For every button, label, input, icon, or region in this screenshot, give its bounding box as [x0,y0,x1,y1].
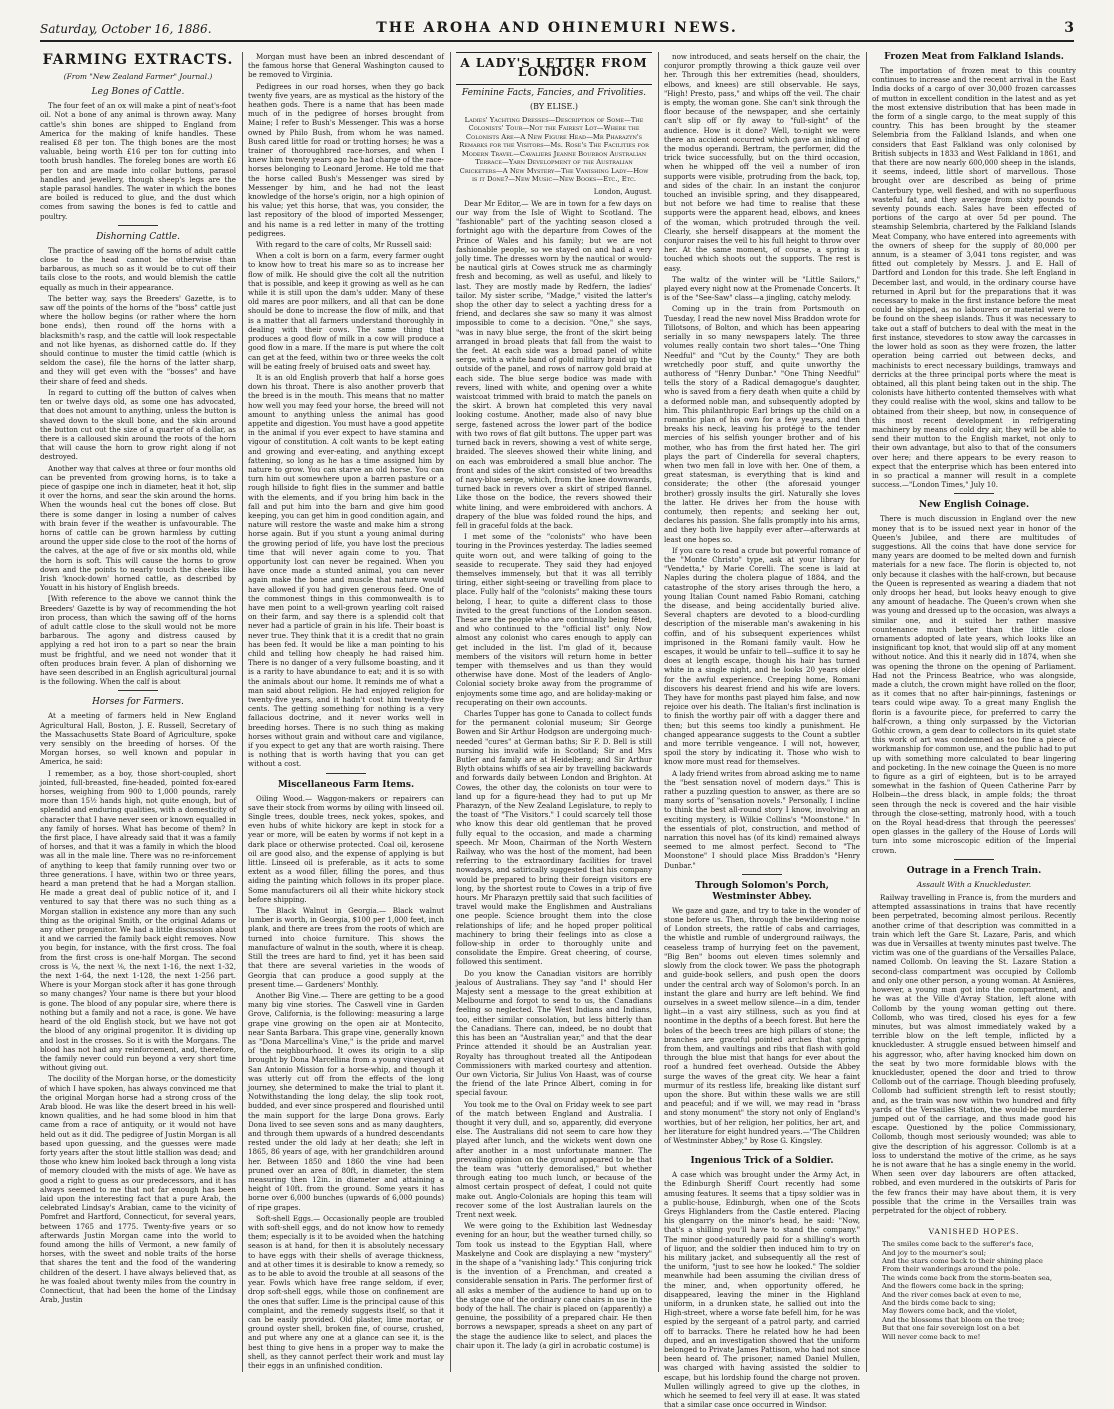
page-number: 3 [1064,20,1074,36]
poem-line: From their wanderings around the pole. [882,1265,1021,1274]
section-heading: Leg Bones of Cattle. [91,87,185,98]
divider [118,690,158,691]
paragraph: A case which was brought under the Army Act, in the Edinburgh Sheriff Court recently had some amusing features. It seems that a tipsy soldier was in a public-house, Edinburgh, when one of the Scots Greys Highlanders from the Castle entered. Placing his glengarry on the minor's head, he said: "Now, that's a shilling you'll have to stand the company." The minor good-naturedly paid for a shilling's worth of liquor, and the soldier then induced him to try on his military jacket, and subsequently all the rest of the uniform, "just to see how he looked." The soldier meanwhile had been assuming the civilian dress of the miner, and, when opportunity offered, he disappeared, leaving the miner in the Highland uniform, in a drunken state, he sallied out into the High-street, where a worse fate befell him, for he was espied by the sergeant of a patrol party, and carried off to barracks. There he related how he had been duped, and an investigation showed that the uniform belonged to Private James Pattison, who had not since been heard of. The prisoner, named Daniel Mullen, was charged with having assisted the soldier to escape, but his lordship found the charge not proven. Mullen willingly agreed to give up the clothes, in which he seemed to feel very ill at ease. It was stated that a similar case once occurred in Windsor. [664,1170,860,1409]
section-subheading: Assault With a Knuckleduster. [916,879,1032,889]
divider [742,1149,782,1150]
section-heading: Horses for Farmers. [92,697,184,708]
paragraph: Another way that calves at three or four months old can be prevented from growing horns, is to take a piece of gaspipe one inch in diameter, heat it hot, slip it over the horns, and sear the skin around the horns. When the wounds heal cut the bones off close. But there is some danger in losing a number of calves with brain fever if the weather is unfavourable. The horns of cattle can be grown harmless by cutting around the upper side close to the root of the horns of the calves, at the age of five or six months old, while the horn is soft. This will cause the horns to grow down and the points to nearly touch the cheeks like Irish 'knock-down' horned cattle, as described by Youatt in his history of English breeds. [40,463,236,593]
divider [742,874,782,875]
divider [118,225,158,226]
paragraph: At a meeting of farmers held in New England Agricultural Hall, Boston, J. E. Russell, Secretary of the Massachusetts State Board of Agriculture, spoke very sensibly on the breeding of horses. Of the Morgan horses, so well known and popular in America, he said: [40,711,236,767]
paragraph: The waltz of the winter will be "Little Sailors," played every night now at the Promenade Concerts. It is of the "See-Saw" class—a jingling, catchy melody. [664,274,860,303]
poem-line: May flowers come back, and the violet, [882,1307,1017,1316]
poem-line: The smiles come back to the sufferer's face, [882,1240,1034,1249]
paragraph: In regard to cutting off the button of calves when ten or twelve days old, as some one has advocated, that does not amount to anything, unless the button is shaved down to the skull bone, and the skin around the button cut out the size of a quarter of a dollar, as there is a calloused skin around the roots of the horn that will cause the horn to grow right along if not destroyed. [40,387,236,462]
column-4 [664,52,861,1409]
column-rule [450,52,451,1372]
column-rule [866,52,867,1372]
poem [872,1240,1076,1341]
paragraph: Dear Mr Editor,— We are in town for a few days on our way from the Isle of Wight to Scotland. The "fashionable" part of the yachting season closed a fortnight ago with the departure from Cowes of the Prince of Wales and his family; but we are not fashionable people, so we stayed on and had a very jolly time. The dresses worn by the nautical or would-be nautical girls at Cowes struck me as charmingly fresh and becoming, as well as useful, and likely to last. They are mostly made by Redfern, the ladies' tailor. My sister scribe, "Madge," visited the latter's shop the other day to select a yachting dress for a friend, and declares she saw so many it was almost impossible to come to a decision. "One," she says, "was in navy blue serge, the front of the skirt being arranged in broad pleats that fall from the waist to the feet. At each side was a broad panel of white serge, with a white band of gold military braid up the outside of the panel, and rows of narrow gold braid at each side. The blue serge bodice was made with revers, lined with white, and opening over a white waistcoat trimmed with braid to match the panels on the skirt. A brown hat completed this very naval looking costume. Another, made also of navy blue serge, fastened across the lower part of the bodice with two rows of flat gilt buttons. The upper part was turned back in revers, showing a vest of white serge, braided. The sleeves showed their white lining, and on each was embroidered a small blue anchor. The front and sides of the skirt consisted of two breadths of navy-blue serge, which, from the knee downwards, turned back in revers over a skirt of striped flannel. Like those on the bodice, the revers showed their white lining, and were embroidered with anchors. A drapery of the blue was folded round the hips, and fell in graceful folds at the back. [456,198,652,530]
paragraph: The four feet of an ox will make a pint of neat's-foot oil. Not a bone of any animal is thrown away. Many cattle's shin bones are shipped to England from America for the making of knife handles. These realised £8 per ton. The thigh bones are the most valuable, being worth £16 per ton for cutting into tooth brush handles. The foreleg bones are worth £6 per ton and are made into collar buttons, parasol handles and jewellery, though sheep's legs are the staple parasol handles. The water in which the bones are boiled is reduced to glue, and the dust which comes from sawing the bones is fed to cattle and poultry. [40,101,236,221]
divider [954,1219,994,1220]
divider [326,773,366,774]
paragraph: It is an old English proverb that half a horse goes down his throat. There is also another proverb that the breed is in the mouth. This means that no matter how well you may feed your horse, the breed will not amount to anything unless the animal has good appetite and digestion. You must have a good appetite in the animal if you ever expect to have stamina and vigour of constitution. A colt wants to be kept eating and growing and ever-eating, and anything except fattening, so long as he has a time assigned him by nature to grow. You can starve an old horse. You can turn him out somewhere upon a barren pasture or a rough hillside to fight flies in the summer and battle with the elements, and if you bring him back in the fall and put him into the barn and give him good keeping, you can get him in good condition again, and nature will restore the waste and make him a strong horse again. But if you stunt a young animal during the growing period of life, you have lost the precious time that will never again come to you. That opportunity lost can never be regained. When you have once made a stunted animal, you can never again make the bone and muscle that nature would have allowed if you had given generous feed. One of the commonest things in this commonwealth is to have men point to a well-grown yearling colt raised on their farm, and say there is a splendid colt that never had a particle of grain in his life. Their boast is never true. They think that it is a credit that no grain has been fed. It would be like a man pointing to his child and telling how cheaply he had raised him. There is no danger of a very fullsome boasting, and it is a rarity to have abundance to eat; and it is so with the animals about our home. It reminds me of what a man said about religion. He had enjoyed religion for twenty-five years, and it hadn't cost him twenty-five cents. The getting something for nothing is a very fallacious doctrine, and it never works well in breeding horses. There is no such thing as making horses without grain and without care and vigilance, if you expect to get any that are worth raising. There is nothing that is worth having that you can get without a cost. [248,372,444,769]
letter-banner [456,52,652,85]
section-heading: Dishorning Cattle. [96,231,180,242]
section-heading: Ingenious Trick of a Soldier. [690,1156,834,1167]
poem-line: And the river comes back at even to me, [882,1290,1022,1299]
paragraph: Pedigrees in our road horses, when they go back twenty five years, are as mystical as the history of the heathen gods. There is a name that has been made much of in the pedigree of horses brought from Maine; I refer to Bush's Messenger. This was a horse owned by Philo Bush, from whom he was named. Bush cared little for road or trotting horses; he was a trainer of thoroughbred race-horses, and when I knew him twenty years ago he had charge of the race-horses belonging to Leonard Jerome. He told me that the horse called Bush's Messenger was sired by Messenger by him, and he had not the least knowledge of the horse's origin, nor a high opinion of his value; yet this horse, that was, you consider, the last repository of the blood of imported Messenger, and his name is a red letter in many of the trotting pedigrees. [248,81,445,238]
poem-line: But that one fair sovereign lost on a bet [882,1324,1020,1333]
masthead [40,18,1074,42]
section-heading: Frozen Meat from Falkland Islands. [884,52,1064,62]
poem-line: And the flowers come back in the spring; [882,1282,1024,1291]
paragraph: Morgan must have been an inbred descendant of the famous horse that General Washington caused to be removed to Virginia. [248,52,444,80]
paragraph: A lady friend writes from abroad asking me to name the "best sensation novel of modern days." This is rather a puzzling question to answer, as there are so many sorts of "sensation novels." Personally, I incline to think the best all-round story I know, involving an exciting mystery, is Wilkie Collins's "Moonstone." In the essentials of plot, construction, and method of narration this novel has (of its kind) remained always seemed to me almost perfect. Second to "The Moonstone" I should place Miss Braddon's "Henry Dunbar." [664,768,861,870]
section-heading: Through Solomon's Porch, Westminster Abbey. [695,880,829,902]
paragraph: Oiling Wood.— Waggon-makers or repairers can save their stock from worms by oiling with linseed oil. Single trees, double trees, neck yokes, spokes, and even hubs of white hickory are kept in stock for a year or more, will be eaten by worms if not kept in a dark place or otherwise protected. Coal oil, kerosene oil are good also, and the expense of applying is but little. Linseed oil is preferable, as it acts to some extent as a wood filler, filling the pores, and thus aiding the painting which follows in its proper place. Some manufacturers oil all their white hickory stock before shipping. [248,793,444,904]
column-3 [456,52,652,1372]
paragraph: We gaze and gaze, and try to take in the wonder of stone before us. Then, through the bewildering noise of London streets, the rattle of cabs and carriages, the whistle and rumble of underground railways, the ceaseless tramp of hurrying feet on the pavement, "Big Ben" booms out eleven times solemnly and slowly from the clock tower. We pass the photograph and guide-book sellers, and push open the doors under the central arch way of Solomon's porch. In an instant the glare and hurry are left behind. We find ourselves in a sweet mellow silence—in a dim, tender light—in a vast airy stillness, such as you find at noontime in the depths of a beech forest. But here the boles of the beech trees are high pillars of stone; the branches are graceful pointed arches that spring from them, and vaultings and ribs that flash with gold through the blue mist that hangs for ever about the roof a hundred feet overhead. Outside the Abbey surge the waves of the great city. We hear a faint murmur of its restless life, breaking like distant surf upon the shore. But within these walls we are still and peaceful; and if we will, we may read in "brass and stony monument" the story not only of England's worthies, but of her religion, her politics, her art, and her literature for eight hundred years.—"The Children of Westminster Abbey," by Rose G. Kingsley. [664,905,860,1145]
paragraph: I remember, as a boy, those short-coupled, short jointed, full-breasted, fine-headed, pointed fox-eared horses, weighing from 900 to 1,000 pounds, rarely more than 15½ hands high, not quite enough, but of splendid and enduring qualities, with a domesticity of character that I have never seen or known equalled in any family of horses. What has become of them? In the first place, I have already said that it was a family of horses, and that it was a family in which the blood was all in the male line. There was no re-inforcement of anything to keep that family running over two or three generations. I have, within two or three years, heard a man pretend that he had a Morgan stallion. He made a great deal of public notice of it, and I ventured to say that there was no such thing as a Morgan stallion in existence any more than any such thing as the original Smith, or the original Adams or any other progenitor. We had a little discussion about it and we carried the family back eight removes. Now you begin, for instance, with the first cross. The foal from the first cross is one-half Morgan. The second cross is ¼, the next ⅛, the next 1-16, the next 1-32, the next 1-64, the next 1-128, the next 1-256 part. Where is your Morgan stock after it has gone through so many changes? Your name is there but your blood is gone. The blood of any popular sire, where there is nothing but a family and not a race, is gone. We have heard of the old English stock, but we have not got the blood of any original progenitor. It is dividing up and lost in the crosses. So it is with the Morgans. The blood has not had any reinforcement, and, therefore, the family never could run beyond a very short time without giving out. [40,768,236,1073]
paragraph: Coming up in the train from Portsmouth on Tuesday, I read the new novel Miss Braddon wrote for Tillotsons, of Bolton, and which has been appearing serially in so many newspapers lately. The three volumes really contain two short tales—"One Thing Needful" and "Cut by the County." They are both wretchedly poor stuff, and quite unworthy the authoress of "Henry Dunbar." "One Thing Needful" tells the story of a Radical demagogue's daughter, who is saved from a fiery death when quite a child by a deformed noble man, and subsequently adopted by him. This philanthropic Earl brings up the child on a romantic plan of his own for a few years, and then breaks his neck, leaving his protégé to the tender mercies of his selfish younger brother and of his mother, who has from the first hated her. The girl plays the part of Cinderella for several chapters, when two men fall in love with her. One of them, a great statesman, is everything that is kind and considerate; the other (the aforesaid younger brother) grossly insults the girl. Naturally she loves the latter. He drives her from the house with contumely, then repents; and seeking her out, declares his passion. She falls promptly into his arms, and they both live happily ever after—afterwards at least one hopes so. [664,304,860,544]
paragraph: If you care to read a crude but powerful romance of the "Monte Christo" type, ask at your library for "Vendetta," by Marie Corelli. The scene is laid at Naples during the cholera plague of 1884, and the catastrophe of the story arises through the hero, a young Italian Count named Fabio Romani, catching the disease, and being accidentally buried alive. Several chapters are devoted to a blood-curdling description of the miserable man's awakening in his coffin, and of his subsequent experiences whilst imprisoned in the Romani family vault. How he escapes, it would be unfair to tell—suffice it to say he does at length escape, though his hair has turned white in a single night, and he looks 20 years older for the awful experience. Creeping home, Romani discovers his dearest friend and his wife are lovers. They have for months past played him false, and now rejoice over his death. The Italian's first inclination is to finish the worthy pair off with a dagger there and then; but this seems too kindly a punishment. He changed appearance suggests to the Count a subtler and more terrible vengeance. I will not, however, spoil the story by indicating it. Those who wish to know more must read for themselves. [664,545,860,767]
divider [954,493,994,494]
paragraph: Soft-shell Eggs.— Occasionally people are troubled with soft-shell eggs, and do not know how to remedy them; especially is it to be avoided when the hatching season is at hand, for then it is absolutely necessary to have eggs with their shells of average thickness, and at other times it is desirable to know a remedy, so as to be able to avoid the trouble at all seasons of the year. Fowls which have free range seldom, if ever, drop soft-shell eggs, while those on confinement are the ones that suffer. Lime is the principal cause of this complaint, and the remedy suggests itself, so that it can be easily provided. Old plaster, lime mortar, or ground oyster shell, broken fine, of course, crushed, and put where any one at a glance can see it, is the best thing to give hens in a proper way to make the shell, as they cannot perfect their work and must lay their eggs in an unfinished condition. [248,1213,444,1371]
source-note: (From "New Zealand Farmer" Journal.) [63,72,213,81]
section-heading: New English Coinage. [918,500,1030,511]
column-5 [872,52,1076,1372]
summary: Ladies' Yachting Dresses—Description of Some—The Colonists' Tour—Not the Fairest Lot—Where the Colonists Are—A New Figure Head—Mr Pharazyn's Remarks for the Visitors—Ms. Rose's The Facilities for Modern Travel—Cavaliers Jeanne Bourbon Australian Terrace—Yarn Development of the Australian Cricketers—A New Mystery—The Vanishing Lady—How is it Done?—New Music—New Books—Etc., Etc. [459,115,649,184]
dateline: London, August. [593,187,652,196]
divider [954,859,994,860]
column-2 [248,52,444,1372]
column-rule [242,52,243,1372]
poem-line: Will never come back to me! [882,1332,981,1341]
poem-line: And the birds come back to sing; [882,1299,996,1308]
paragraph: The importation of frozen meat to this country continues to increase and the recent arrival in the East India docks of a cargo of over 30,000 frozen carcasses of mutton in excellent condition in the latest and as yet the most extensive distribution that has been made in the form of a single cargo, to the meat supply of this country. This has been brought by the steamer Selembria from the Falkland Islands, and when one considers that East Falkland was only colonised by British subjects in 1833 and West Falkland in 1861, and that there are now nearly 600,000 sheep in the islands, it seems, indeed, little short of marvellous. Those brought over are described as being of prime Canterbury type, well fleshed, and with no superfluous wasteful fat, and they average from sixty pounds to seventy pounds each. Sales have been effected of portions of the cargo at over 5d per pound. The steamship Selembria, chartered by the Falkland Islands Meat Company, who have entered into agreements with the owners of sheep for the supply of 80,000 per annum, is a steamer of 3,041 tons register, and was fitted out completely by Messrs. J. and E. Hall of Dartford and London for this trade. She left England in December last, and would, in the ordinary course have returned in April but for the preparations that it was necessary to make in the first instance before the meat could be shipped, as no labourers or material were to be found on the sheep islands. Thus it was necessary to take out a staff of butchers to deal with the meat in the first instance, stevedores to stow away the carcasses in the lower hold as soon as they were frozen, the latter operation being carried out between decks, and machinists to erect necessary buildings, tramways and derricks at the three principal ports where the meat is obtained, all this plant being taken out in the ship. The colonists have hitherto contented themselves with what they could realise with the wool, skins and tallow to be obtained from their sheep, but now, in consequence of this most recent development in refrigerating machinery by means of cold dry air, they will be able to send their mutton to the English market, not only to their own advantage, but also to that of the consumers over here; and there appears to be every reason to expect that the enterprise which has been entered into in so practical a manner will result in a complete success.—"London Times," July 10. [872,66,1076,490]
paragraph: When a colt is born on a farm, every farmer ought to know how to treat his mare so as to increase her flow of milk. He should give the colt all the nutrition that is possible, and keep it growing as well as he can while it is still upon the dam's udder. Many of these old mares are poor milkers, and all that can be done should be done to increase the flow of milk, and that is a matter that all farmers understand thoroughly in dealing with their cows. The same thing that produces a good flow of milk in a cow will produce a good flow in a mare. If the mare is put where the colt can get at the feed, within two or three weeks the colt will be eating freely of bruised oats and sweet hay. [248,251,444,371]
paragraph: Railway travelling in France is, from the murders and attempted assassinations in trains that have recently been perpetrated, becoming almost perilous. Recently another crime of that description was committed in a train which left the Gare St. Lazare, Paris, and which was due in Versailles at twenty minutes past twelve. The victim was one of the guardians of the Versailles Palace, named Collomb. On leaving the St. Lazare Station a second-class compartment was occupied by Collomb and only one other person, a young woman. At Asnières, however, a young man got into the compartment, and he was at the Ville d'Avray Station, left alone with Collomb by the young woman getting out there. Collomb, who was tired, closed his eyes for a few minutes, but was almost immediately waked by a terrible blow on the left temple, inflicted by a knuckleduster. A struggle ensued between himself and his aggressor, who, after having knocked him down on the seat by two more formidable blows with the knuckleduster, opened the door and tried to throw Collomb out of the carriage. Though bleeding profusely, Collomb had sufficient strength left to resist stoutly; and, as the train was now within two hundred and fifty yards of the Versailles Station, the would-be murderer jumped out of the carriage, and thus made good his escape. Questioned by the police Commissionary, Collomb, though most seriously wounded; was able to give the description of his aggressor. Collomb is at a loss to understand the motive of the crime, as he says he is not aware that he has a single enemy in the world. When seen over day labourers are often attacked, robbed, and even murdered in the outskirts of Paris for the few francs their may have about them, it is very possible that the crime in the Versailles train was perpetrated for the object of robbery. [872,893,1077,1215]
section-heading: Miscellaneous Farm Items. [277,779,415,790]
poem-line: And joy to the mourner's soul; [882,1248,987,1257]
paragraph: We were going to the Exhibition last Wednesday evening for an hour, but the weather turned chilly, so Tom took us instead to the Egyptian Hall, where Maskelyne and Cook are displaying a new "mystery" in the shape of a "vanishing lady." This conjuring trick is the invention of a Frenchman, and created a considerable sensation in Paris. The performer first of all asks a member of the audience to hand up on to the stage one of the ordinary cane chairs in use in the body of the hall. The chair is placed on (apparently) a genuine, the possibility of a prepared chair. He then borrows a newspaper, spreads a sheet on any part of the stage the audience like to select, and places the chair upon it. The lady (a girl in acrobatic costume) is [456,1221,652,1350]
letter-subtitle: Feminine Facts, Fancies, and Frivolities. [461,88,647,99]
farming-extracts-title: FARMING EXTRACTS. [42,52,234,68]
paragraph: [With reference to the above we cannot think the Breeders' Gazette is by way of recommending the hot iron process, than which the sawing off of the horns of adult cattle close to the skull would not be more barbarous. The agony and distress caused by applying a red hot iron to a part so near the brain must be frightful, and we need not wonder that it often produces brain fever. A plan of dishorning we have seen described in an English agricultural journal is the following. When the calf is about [40,594,236,687]
letter-title: A LADY'S LETTER FROM LONDON. [460,56,648,80]
paragraph: The Black Walnut in Georgia.— Black walnut lumber is worth, in Georgia, $100 per 1,000 feet, inch plank, and there are trees from the roots of which are turned into choice furniture. This shows the manufacture of walnut in the south, where it is cheap. Still the trees are hard to find, yet it has been said that there are several varieties in the woods of Georgia that can produce a good supply at the present time.— Gardeners' Monthly. [248,906,444,989]
poem-line: And the stars come back to their shining place [882,1256,1043,1265]
paragraph: You took me to the Oval on Friday week to see part of the match between England and Australia. I thought it very dull, and so, apparently, did everyone else. The Australians did not seem to care how they played after lunch, and the wickets went down one after another in a most unfortunate manner. The prevailing opinion on the ground appeared to be that the team was "utterly demoralised," but whether through eating too much lunch, or because of the almost certain prospect of defeat, I could not quite make out. Anglo-Colonials are hoping this team will recover some of the lost Australian laurels on the Trent next week. [456,1099,652,1219]
paragraph: Another Big Vine.— There are getting to be a good many big vine stories. The Caswell vine in Garden Grove, California, is the following: measuring a large grape vine growing on the open air at Montecito, near Santa Barbara. This grape vine, generally known as "Dona Marcellina's Vine," is the pride and marvel of the neighbourhood. It owes its origin to a slip brought by Dona Marcellina from a young vineyard at San Antonio Mission for a horse-whip, and though it was utterly cut off from the effects of the long journey, she determined to make the trial to plant it. Notwithstanding the long delay, the slip took root, budded, and ever since prospered and flourished until the main support for the large Dona grows. Early Dona lived to see seven sons and as many daughters, and through them upwards of a hundred descendants rested under the old lady at her death; she left in 1865, 86 years of age, with her grandchildren around her. Between 1850 and 1860 the vine had been pruned over an area of 80ft, in diameter, the stem measuring then 12in. in diameter and attaining a height of 10ft. from the ground. Some years it has borne over 6,000 bunches (upwards of 6,000 pounds) of ripe grapes. [248,990,444,1212]
newspaper-title: THE AROHA AND OHINEMURI NEWS. [376,20,738,36]
paragraph: now introduced, and seats herself on the chair, the conjuror promptly throwing a thick gauze veil over her. Through this her extremities (head, shoulders, elbows, and knees) are still observable. He says, "High! Presto, pass," and whips off the veil. The chair is empty, the woman gone. She can't sink through the floor because of the newspaper, and she certainly can't slip off or fly away to "full-sight" of the audience. How is it done? Well, to-night we were there an accident occurred which gave an inkling of the modus operandi. Bertram, the performer, did the trick twice successfully, but on the third occasion, when he whipped off the veil a number of iron supports were visible, protruding from the back, top, and sides of the chair. In an instant the conjuror touched an invisible spring, and they disappeared, but not before we had time to realise that these supports were the apparent head, elbows, and knees of the woman, which protruded through the veil. Clearly, she herself disappears at the moment the conjuror raises the veil to his full height to throw over her. At the same moment, of course, a spring is touched which shoots out the supports. The rest is easy. [664,52,860,273]
column-rule [658,52,659,1372]
section-heading: Outrage in a French Train. [906,865,1042,876]
paragraph: There is much discussion in England over the new money that is to be issued next year in honor of the Queen's Jubilee, and there are multitudes of suggestions. All the coins that have done service for many years are doomed to be melted down and furnish materials for a new face. The florin is objected to, not only because it clashes with the half-crown, but because the Queen is represented as wearing a diadem that not only droops her head, but looks heavy enough to give any amount of headache. The Queen's crown when she was young and dressed up to the occasion, was always a similar one, and it suited her rather massive countenance much better than the little close ornaments adopted of late years, which looks like an insignificant top knot, that would slip off at any moment without notice. And this it nearly did in 1874, when she was opening the throne on the opening of Parliament. Had not the Princess Beatrice, who was alongside, made a clutch, the crown might have rolled on the floor, as it comes that no after hair-pinnings, fastenings or tears could wipe away. To a great many English the florin is a favourite piece, for preferred to carry the half-crown, a thing only surpassed by the Victorian Gothic crown, a gem dear to collectors in its quiet state this work of art was condemned as too fine a piece of workmanship for common use, and the public had to put up with something more calculated to bear lingering and pocketing. In the new coinage the Queen is no more to figure as a girl of eighteen, but is to be arrayed somewhat in the fashion of Queen Catherine Parr by Holbein—the dress black, in ample folds; the throat seen through the neck is covered and the hair visible through the close-setting, matronly hood, with a touch on the Royal head-dress that through the peeresses' open glasses in the gallery of the House of Lords will turn into some microscopic edition of the Imperial crown. [872,514,1076,855]
paragraph: The docility of the Morgan horse, or the domesticity of which I have spoken, has always convinced me that the original Morgan horse had a strong cross of the Arab blood. He was like the desert breed in his well-known qualities, and he had some blood in him that came from a race of antiquity, or it would not have held out as it did. The pedigree of Justin Morgan is all based upon guessing, and the guesses were made forty years after the stout little stallion was dead; and those who knew him looked back through a long vista of memory clouded with the mists of age. We have as good a right to guess as our predecessors, and it has always seemed to me that not far enough has been laid upon the interesting fact that a pure Arab, the celebrated Lindsay's Arabian, came to the vicinity of Pomfret and Hartford, Connecticut, for several years, between 1765 and 1775. Twenty-five years or so afterwards Justin Morgan came into the world to found among the hills of Vermont, a new family of horses, with the sweet and noble traits of the horse that shares the tent and the food of the wandering children of the desert. I have always believed that, as he was foaled about twenty miles from the country in Connecticut, that had been the home of the Lindsay Arab, Justin [40,1074,236,1305]
paragraph: Do you know the Canadian visitors are horribly jealous of Australians. They say "and I" should Her Majesty sent a message to the great exhibition at Melbourne and forgot to send to us, the Canadians feeling so neglected. The West Indians and Indians, too, either similar consolation, but less bitterly than the Canadians. There can, indeed, be no doubt that this has been an "Australian year," and that the dear Prince attended it should be an Australian year. Royalty has throughout treated all the Antipodean Commissioners with marked courtesy and attention. Our own Victoria, Sir Julius Von Haast, was of course the friend of the late Prince Albert, coming in for special favour. [456,968,652,1098]
poem-line: The winds come back from the storm-beaten sea, [882,1273,1052,1282]
byline: (BY ELISE.) [530,102,578,112]
poem-line: And the blossoms that bloom on the tree; [882,1315,1025,1324]
paragraph: The better way, says the Breeders' Gazette, is to saw off the points of the horns of the "boss" cattle just where the hollow begins (or rather where the horn bone ends), then round off the horns with a blacksmith's rasp, and the cattle will look respectable and not like hyenas, as dishorned cattle do. If they should continue to muster the timid cattle (which is seldom the case), file the horns of the latter sharp, and they will get even with the "bosses" and have their share of feed and sheds. [40,293,236,386]
paragraph: Charles Tupper has gone to Canada to collect funds for the permanent colonial museum; Sir George Bowen and Sir Arthur Hodgson are undergoing much-needed "cures" at German baths; Sir F. D. Bell is still nursing his invalid wife in Scotland; Sir and Mrs Butler and family are at Heidelberg; and Sir Arthur Blyth obtains whiffs of sea air by travelling backwards and forwards daily between London and Brighton. At Cowes, the other day, the colonists on tour were to land up for a figure-head they had to put up Mr Pharazyn, of the New Zealand Legislature, to reply to the toast of "The Visitors." I could scarcely tell those who know this dear old gentleman that he proved fully equal to the occasion, and made a charming speech. Mr Moon, Chairman of the North Western Railway, who was the host of the moment, had been referring to the extraordinary facilities for travel nowadays, and satirically suggested that his company would be prepared to bring their foreign visitors ere long, by the shortest route to Cowes in a trip of five hours. Mr Pharazyn prettily said that such facilities of travel would make the Englishmen and Australians one people. Science brought them into the close relationships of life; and he hoped proper political machinery to bring their feelings into as close a follow-ship in order to thoroughly unite and consolidate the Empire. Great cheering, of course, followed this sentiment. [456,708,652,967]
paragraph: With regard to the care of colts, Mr Russell said: [256,240,432,250]
poem-title: VANISHED HOPES. [928,1227,1020,1237]
column-1 [40,52,236,1372]
issue-date: Saturday, October 16, 1886. [40,22,212,36]
paragraph: The practice of sawing off the horns of adult cattle close to the head cannot be otherwise than barbarous, as much so as it would be to cut off their tails close to the roots, and would blemish the cattle equally as much in their appearance. [40,245,236,292]
paragraph: I met some of the "colonists" who have been touring in the Provinces yesterday. The ladies seemed quite worn out, and were talking of going to the seaside to recuperate. They said they had enjoyed themselves immensely, but that it was all terribly tiring, either sight-seeing or travelling from place to place. Fully half of the "colonists" making these tours belong, I hear, to quite a different class to those invited to the great functions of the London season. These are the people who are continually being fêted, and who continued to the "official list" only. Now almost any colonist who cares enough to apply can get included in the list. I'm glad of it, because members of the visitors will return home in better temper with themselves and us than they would otherwise have done. Most of the leaders of Anglo-Colonial society broke away from the programme of enjoyments some time ago, and are holiday-making or recuperating on their own accounts. [456,532,652,707]
